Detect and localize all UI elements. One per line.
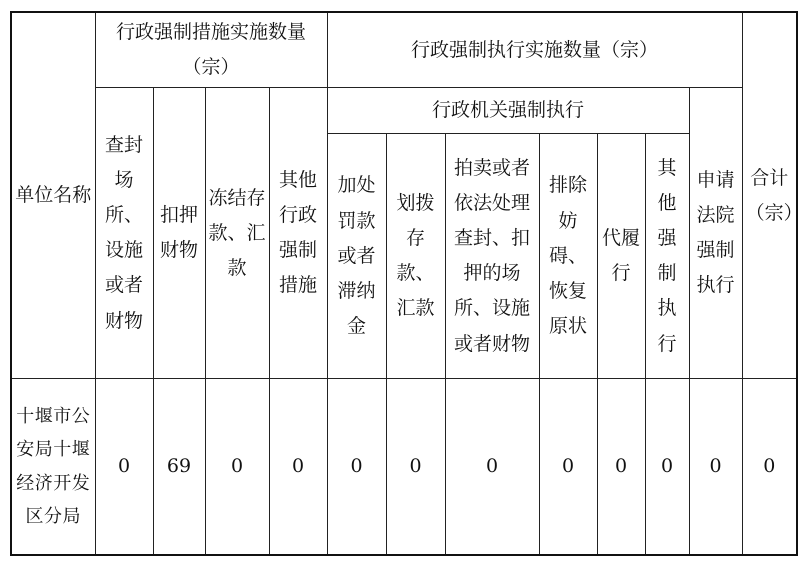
cell-freeze: 0 bbox=[205, 379, 269, 555]
header-remove: 排除妨碍、恢复原状 bbox=[539, 134, 597, 379]
cell-auction: 0 bbox=[445, 379, 539, 555]
header-court: 申请法院强制执行 bbox=[689, 88, 742, 379]
cell-unit: 十堰市公安局十堰经济开发区分局 bbox=[11, 379, 95, 555]
cell-total: 0 bbox=[742, 379, 797, 555]
cell-other-exec: 0 bbox=[645, 379, 689, 555]
cell-seal: 0 bbox=[95, 379, 153, 555]
header-other-exec: 其他强制执行 bbox=[645, 134, 689, 379]
header-measures-group: 行政强制措施实施数量（宗） bbox=[95, 12, 327, 88]
table-row bbox=[11, 379, 797, 555]
header-auction: 拍卖或者依法处理查封、扣押的场所、设施或者财物 bbox=[445, 134, 539, 379]
cell-proxy: 0 bbox=[597, 379, 645, 555]
header-other-measures: 其他行政强制措施 bbox=[269, 88, 327, 379]
header-detain: 扣押财物 bbox=[153, 88, 205, 379]
header-freeze: 冻结存款、汇款 bbox=[205, 88, 269, 379]
cell-transfer: 0 bbox=[386, 379, 445, 555]
cell-other-measures: 0 bbox=[269, 379, 327, 555]
cell-court: 0 bbox=[689, 379, 742, 555]
header-execution-group: 行政强制执行实施数量（宗） bbox=[327, 12, 742, 88]
cell-remove: 0 bbox=[539, 379, 597, 555]
enforcement-statistics-table bbox=[10, 11, 803, 556]
cell-detain: 69 bbox=[153, 379, 205, 555]
cell-fine: 0 bbox=[327, 379, 386, 555]
header-unit-name: 单位名称 bbox=[11, 12, 95, 379]
header-transfer: 划拨存款、汇款 bbox=[386, 134, 445, 379]
header-admin-exec-group: 行政机关强制执行 bbox=[327, 88, 689, 134]
header-fine: 加处罚款或者滞纳金 bbox=[327, 134, 386, 379]
header-total: 合计（宗） bbox=[742, 12, 797, 379]
header-seal: 查封场所、设施或者财物 bbox=[95, 88, 153, 379]
header-proxy: 代履行 bbox=[597, 134, 645, 379]
